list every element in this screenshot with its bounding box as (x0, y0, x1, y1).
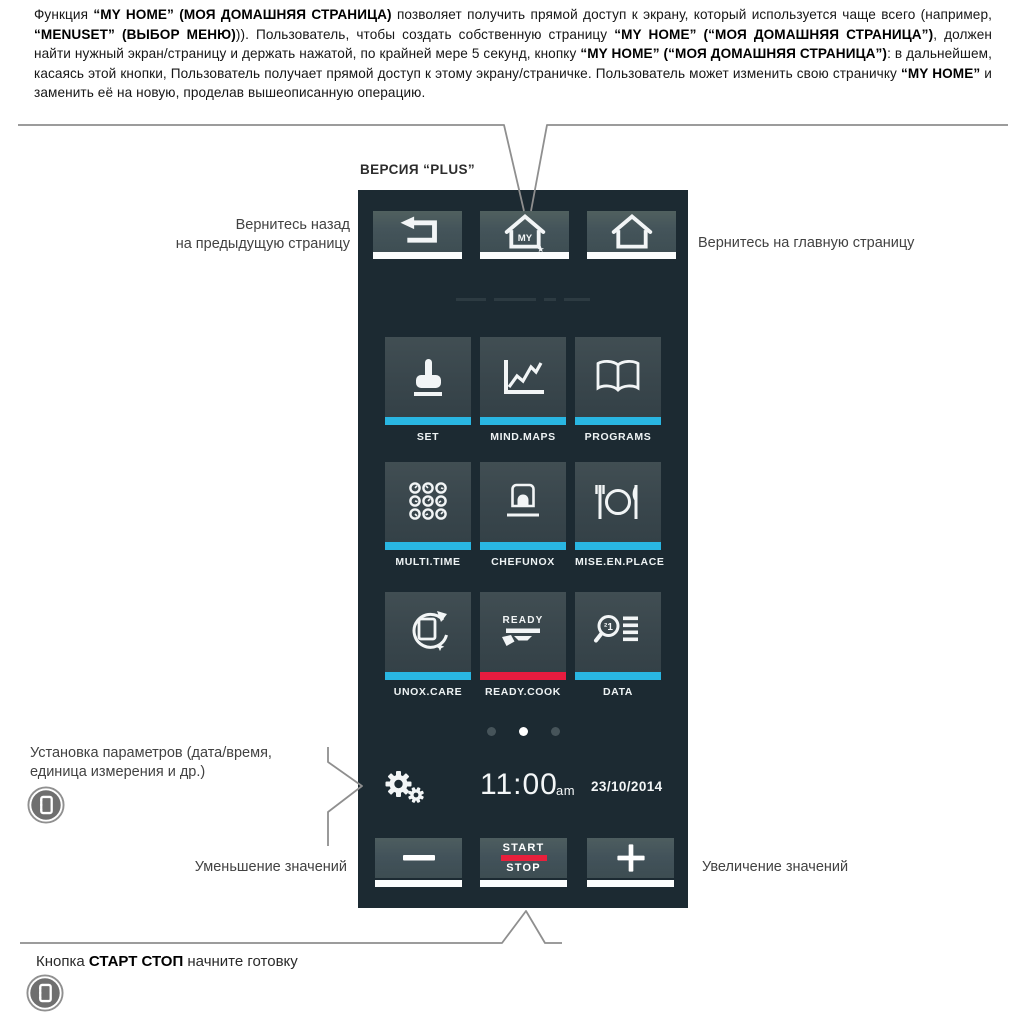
button-underline-bar (587, 252, 676, 259)
start-stop-red-bar (501, 855, 547, 861)
tile-set[interactable] (385, 337, 471, 443)
callout-back: Вернитесь назад на предыдущую страницу (175, 217, 350, 252)
status-row (358, 768, 688, 808)
bottom-callout-line (20, 911, 562, 943)
home-icon (587, 211, 676, 252)
line-chart-icon (480, 337, 566, 417)
start-stop-note: Кнопка СТАРТ СТОП начните готовку (36, 953, 298, 970)
oven-control-panel (358, 190, 688, 908)
button-underline-bar (373, 252, 462, 259)
tile-ready-cook[interactable] (480, 592, 566, 698)
tile-accent-bar (575, 542, 661, 550)
press-hand-icon (385, 337, 471, 417)
start-label: START (502, 842, 545, 854)
clock-date: 23/10/2014 (591, 779, 663, 794)
settings-button[interactable] (382, 768, 428, 811)
tile-label: SET (416, 431, 440, 443)
button-underline-bar (587, 880, 674, 887)
tile-label: READY.COOK (484, 686, 561, 698)
button-underline-bar (480, 880, 567, 887)
callout-home: Вернитесь на главную страницу (698, 235, 915, 251)
tile-data[interactable] (575, 592, 661, 698)
tile-label: UNOX.CARE (393, 686, 463, 698)
my-home-caption: MY (517, 232, 532, 244)
increase-button[interactable] (587, 838, 674, 887)
version-label: ВЕРСИЯ “PLUS” (360, 162, 476, 177)
decrease-button[interactable] (375, 838, 462, 887)
tile-label: MISE.EN.PLACE (575, 556, 665, 568)
button-underline-bar (375, 880, 462, 887)
stop-label: STOP (506, 862, 541, 874)
callout-decrease: Уменьшение значений (194, 859, 347, 875)
tile-label: DATA (602, 686, 633, 698)
tile-label: MIND.MAPS (490, 431, 556, 443)
ready-caption: READY (502, 615, 544, 626)
tile-accent-bar (385, 417, 471, 425)
tile-accent-bar (480, 672, 566, 680)
plate-cutlery-icon (575, 462, 661, 542)
pager-dot[interactable] (519, 727, 528, 736)
back-arrow-icon (373, 211, 462, 252)
tile-programs[interactable] (575, 337, 661, 443)
tile-unox-care[interactable] (385, 592, 471, 698)
my-home-icon (480, 211, 569, 252)
data-caption: ²1 (604, 622, 613, 633)
tile-mise-en-place[interactable] (575, 462, 665, 568)
refresh-square-icon (385, 592, 471, 672)
tile-accent-bar (385, 672, 471, 680)
plus-icon (587, 838, 674, 878)
start-stop-button[interactable] (480, 838, 567, 887)
ghost-text (358, 298, 688, 301)
tile-multi-time[interactable] (385, 462, 471, 568)
chef-icon (480, 462, 566, 542)
pager-dot[interactable] (487, 727, 496, 736)
multi-clocks-icon (385, 462, 471, 542)
manual-reference-icon (27, 786, 65, 829)
manual-reference-icon (26, 974, 64, 1017)
back-button[interactable] (373, 211, 462, 259)
my-home-button[interactable] (480, 211, 569, 259)
clock-time: 11:00 (480, 768, 558, 801)
tile-accent-bar (385, 542, 471, 550)
ready-hand-icon (480, 592, 566, 672)
tile-label: CHEFUNOX (491, 556, 555, 568)
clock-meridiem: am (556, 783, 576, 798)
intro-paragraph: Функция “MY HOME” (МОЯ ДОМАШНЯЯ СТРАНИЦА) позволяет получить прямой доступ к экрану, который используется чаще всего (например, “MENUSET” (ВЫБОР МЕНЮ))). Пользователь, чтобы создать собственную страницу “MY HOME” (“МОЯ ДОМАШНЯЯ СТРАНИЦА”), должен найти нужный экран/страницу и держать нажатой, по крайней мере 5 секунд, кнопку “MY HOME” (“МОЯ ДОМАШНЯЯ СТРАНИЦА”): в дальнейшем, касаясь этой кнопки, Пользователь получает прямой доступ к этому экрану/страничке. Пользователь может изменить свою страничку “MY HOME” и заменить её на новую, проделав вышеописанную операцию. (34, 7, 993, 101)
open-book-icon (575, 337, 661, 417)
home-button[interactable] (587, 211, 676, 259)
callout-settings: Установка параметров (дата/время, единица измерения и др.) (30, 745, 272, 780)
tile-accent-bar (480, 417, 566, 425)
tile-accent-bar (575, 417, 661, 425)
tile-label: PROGRAMS (584, 431, 652, 443)
callout-increase: Увеличение значений (702, 859, 849, 875)
pager-dots[interactable] (358, 727, 688, 736)
tile-label: MULTI.TIME (395, 556, 461, 568)
tile-mind-maps[interactable] (480, 337, 566, 443)
star-glyph: ★ (536, 243, 545, 253)
pager-dot[interactable] (551, 727, 560, 736)
tile-accent-bar (575, 672, 661, 680)
search-list-icon (575, 592, 661, 672)
tile-chefunox[interactable] (480, 462, 566, 568)
tile-accent-bar (480, 542, 566, 550)
minus-icon (375, 838, 462, 878)
button-underline-bar (480, 252, 569, 259)
